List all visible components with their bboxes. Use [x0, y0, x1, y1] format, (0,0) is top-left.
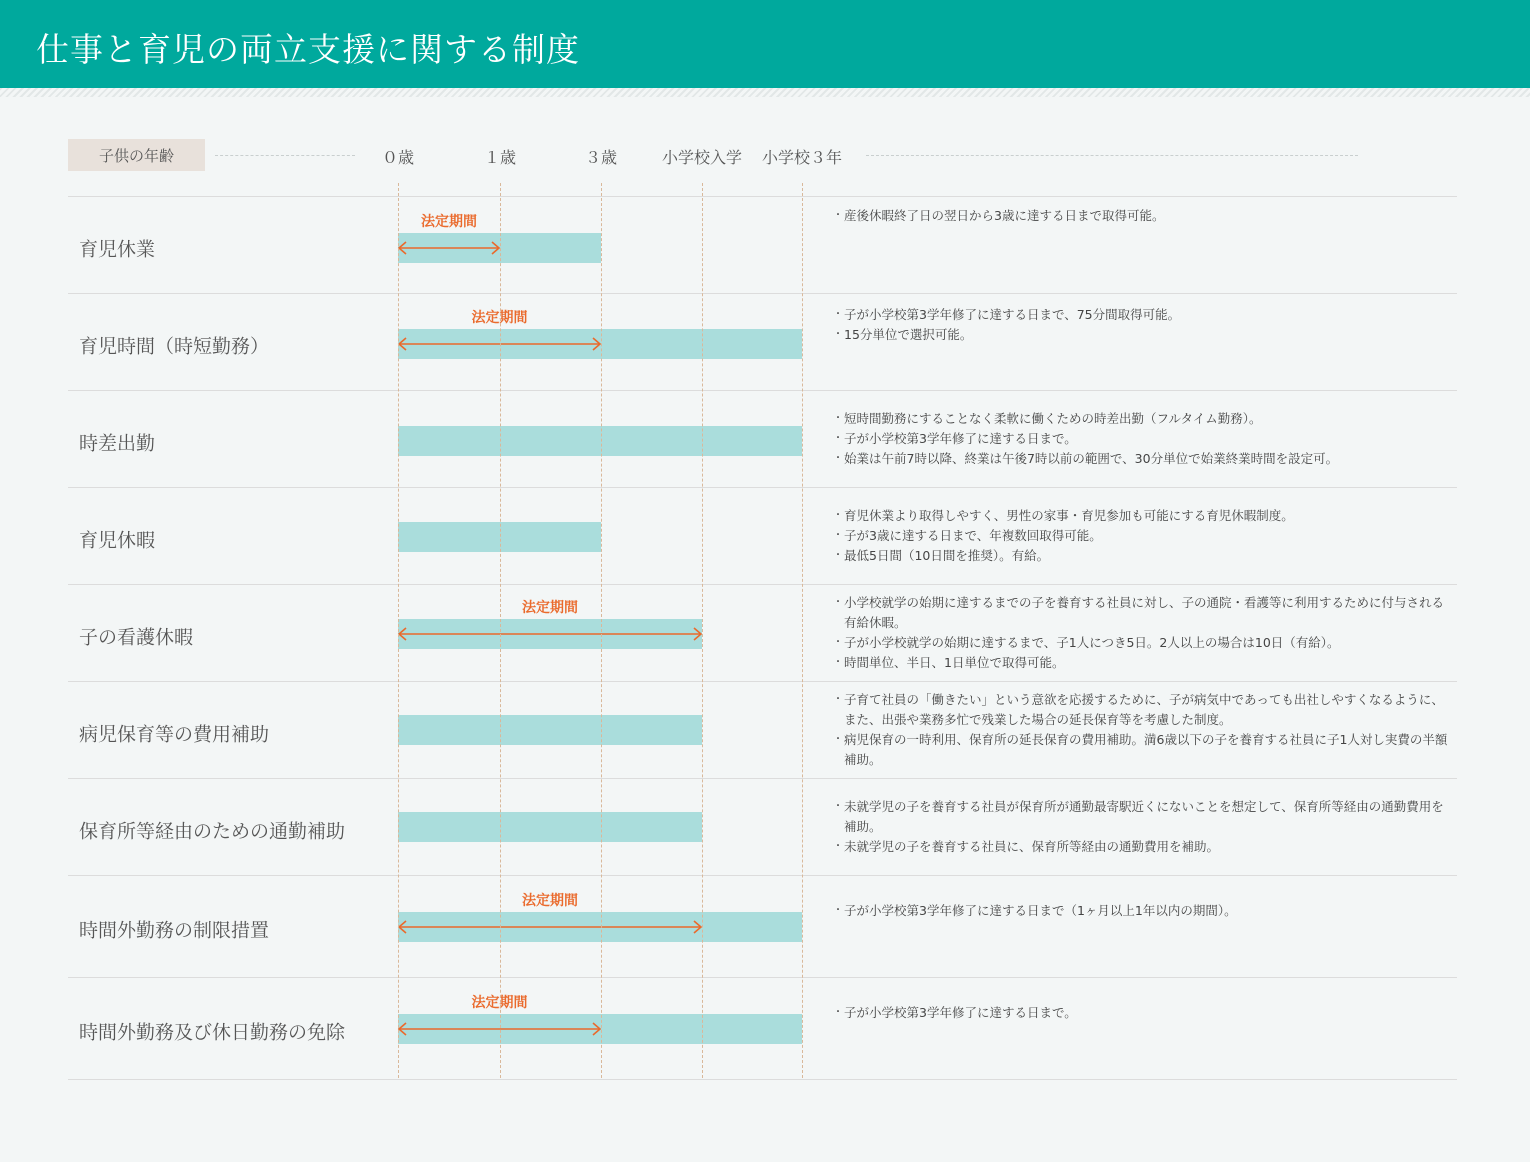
row-notes [837, 206, 1449, 226]
note-item: ・ 育児休業より取得しやすく、男性の家事・育児参加も可能にする育児休暇制度。 [837, 506, 1449, 526]
row-notes [837, 1003, 1449, 1023]
axis-tick-label: ３歳 [584, 148, 618, 167]
row-separator [68, 1079, 1457, 1080]
row-notes [837, 593, 1449, 673]
row-separator [68, 487, 1457, 488]
legal-period-arrow [398, 920, 702, 934]
row-notes [837, 409, 1449, 469]
age-gridline [601, 183, 602, 1078]
row-notes [837, 797, 1449, 857]
row-label: 保育所等経由のための通勤補助 [79, 820, 346, 842]
row-label: 時差出勤 [79, 432, 156, 454]
note-item: ・ 子が小学校第3学年修了に達する日まで、75分間取得可能。 [837, 305, 1449, 325]
note-item: ・ 子が小学校第3学年修了に達する日まで。 [837, 429, 1449, 449]
legal-period-arrow [398, 627, 702, 641]
row-separator [68, 778, 1457, 779]
axis-guide-left [215, 155, 355, 156]
note-item: ・ 子が3歳に達する日まで、年複数回取得可能。 [837, 526, 1449, 546]
row-label: 育児休暇 [79, 529, 156, 551]
row-separator [68, 977, 1457, 978]
row-label: 時間外勤務及び休日勤務の免除 [79, 1021, 346, 1044]
note-item: ・ 短時間勤務にすることなく柔軟に働くための時差出勤（フルタイム勤務）。 [837, 409, 1449, 429]
period-bar [398, 812, 702, 842]
note-item: ・ 最低5日間（10日間を推奨）。有給。 [837, 546, 1449, 566]
note-item: ・ 産後休暇終了日の翌日から3歳に達する日まで取得可能。 [837, 206, 1449, 226]
axis-tick-label: ０歳 [381, 148, 415, 167]
note-item: ・ 病児保育の一時利用、保育所の延長保育の費用補助。満6歳以下の子を養育する社員に子1人対し実費の半額補助。 [837, 730, 1449, 770]
legal-period-label: 法定期間 [522, 600, 578, 616]
header-stripe [0, 88, 1530, 97]
row-separator [68, 196, 1457, 197]
row-label: 病児保育等の費用補助 [79, 723, 270, 745]
page-title: 仕事と育児の両立支援に関する制度 [36, 30, 580, 69]
axis-tick-label: 小学校入学 [661, 148, 743, 167]
row-separator [68, 293, 1457, 294]
period-bar [398, 715, 702, 745]
note-item: ・ 子が小学校就学の始期に達するまで、子1人につき5日。2人以上の場合は10日（有給）。 [837, 633, 1449, 653]
note-item: ・ 15分単位で選択可能。 [837, 325, 1449, 345]
period-bar [398, 426, 802, 456]
age-gridline [398, 183, 399, 1078]
row-label: 時間外勤務の制限措置 [79, 919, 270, 942]
age-gridline [702, 183, 703, 1078]
age-axis-label: 子供の年齢 [68, 139, 205, 171]
row-label: 育児休業 [79, 238, 156, 260]
note-item: ・ 子育て社員の「働きたい」という意欲を応援するために、子が病気中であっても出社しやすくなるように、また、出張や業務多忙で残業した場合の延長保育等を考慮した制度。 [837, 690, 1449, 730]
note-item: ・ 子が小学校第3学年修了に達する日まで（1ヶ月以上1年以内の期間）。 [837, 901, 1449, 921]
legal-period-arrow [398, 241, 500, 255]
row-notes [837, 690, 1449, 770]
axis-tick-label: 小学校３年 [761, 148, 843, 167]
axis-guide-right [866, 155, 1358, 156]
row-separator [68, 681, 1457, 682]
row-label: 育児時間（時短勤務） [79, 335, 270, 357]
note-item: ・ 子が小学校第3学年修了に達する日まで。 [837, 1003, 1449, 1023]
row-separator [68, 584, 1457, 585]
row-separator [68, 390, 1457, 391]
legal-period-label: 法定期間 [522, 893, 578, 909]
legal-period-label: 法定期間 [471, 995, 528, 1011]
age-gridline [802, 183, 803, 1078]
axis-tick-label: １歳 [483, 148, 517, 167]
note-item: ・ 時間単位、半日、1日単位で取得可能。 [837, 653, 1449, 673]
legal-period-label: 法定期間 [471, 310, 528, 326]
row-notes [837, 901, 1449, 921]
note-item: ・ 始業は午前7時以降、終業は午後7時以前の範囲で、30分単位で始業終業時間を設定可。 [837, 449, 1449, 469]
row-notes [837, 305, 1449, 345]
page-header [0, 0, 1530, 88]
row-label: 子の看護休暇 [79, 626, 194, 648]
note-item: ・ 未就学児の子を養育する社員が保育所が通勤最寄駅近くにないことを想定して、保育所等経由の通勤費用を補助。 [837, 797, 1449, 837]
row-separator [68, 875, 1457, 876]
legal-period-label: 法定期間 [421, 214, 477, 230]
row-notes [837, 506, 1449, 566]
note-item: ・ 未就学児の子を養育する社員に、保育所等経由の通勤費用を補助。 [837, 837, 1449, 857]
note-item: ・ 小学校就学の始期に達するまでの子を養育する社員に対し、子の通院・看護等に利用するために付与される有給休暇。 [837, 593, 1449, 633]
age-gridline [500, 183, 501, 1078]
